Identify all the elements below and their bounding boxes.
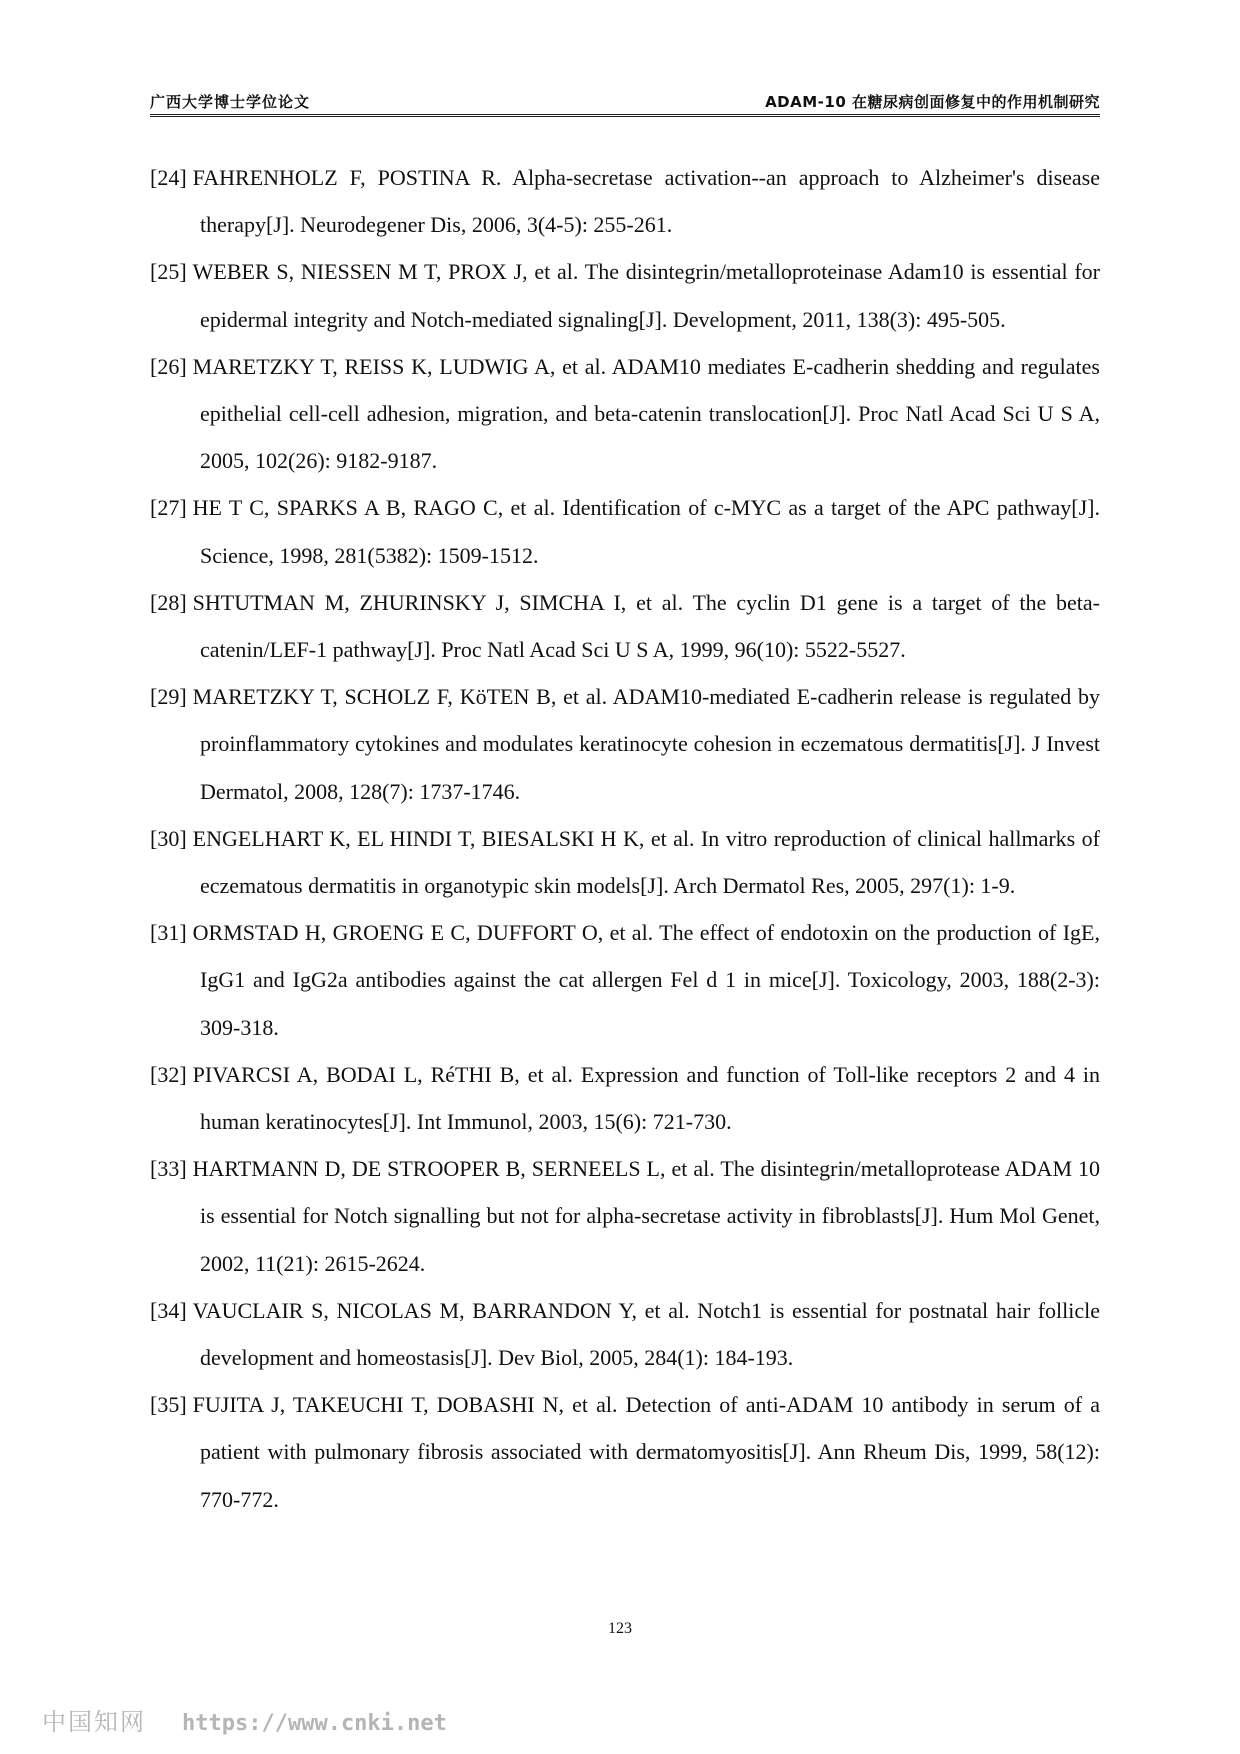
reference-text: MARETZKY T, SCHOLZ F, KöTEN B, et al. ADAM10-mediated E-cadherin release is regulated by proinflammatory cytokines and modulates keratinocyte cohesion in eczematous dermatitis[J]. J Invest Dermatol, 2008, 128(7): 1737-1746. (192, 684, 1100, 804)
reference-number: [29] (150, 684, 187, 710)
reference-number: [25] (150, 259, 187, 285)
reference-text: ENGELHART K, EL HINDI T, BIESALSKI H K, et al. In vitro reproduction of clinical hallmarks of eczematous dermatitis in organotypic skin models[J]. Arch Dermatol Res, 2005, 297(1): 1-9. (192, 825, 1100, 899)
reference-text: PIVARCSI A, BODAI L, RéTHI B, et al. Expression and function of Toll-like receptors 2 and 4 in human keratinocytes[J]. Int Immunol, 2003, 15(6): 721-730. (192, 1061, 1100, 1135)
reference-text: VAUCLAIR S, NICOLAS M, BARRANDON Y, et al. Notch1 is essential for postnatal hair follicle development and homeostasis[J]. Dev Biol, 2005, 284(1): 184-193. (192, 1297, 1100, 1371)
page-number: 123 (608, 1620, 632, 1637)
thesis-title-left: 广西大学博士学位论文 (150, 93, 311, 111)
watermark-brand: 中国知网 (42, 1708, 146, 1736)
reference-number: [35] (150, 1392, 187, 1418)
reference-item (150, 1381, 1100, 1523)
reference-text: FUJITA J, TAKEUCHI T, DOBASHI N, et al. Detection of anti-ADAM 10 antibody in serum of a patient with pulmonary fibrosis associated with dermatomyositis[J]. Ann Rheum Dis, 1999, 58(12): 770-772. (192, 1392, 1100, 1512)
reference-number: [28] (150, 589, 187, 615)
reference-number: [30] (150, 825, 187, 851)
reference-number: [33] (150, 1156, 187, 1182)
reference-text: WEBER S, NIESSEN M T, PROX J, et al. The disintegrin/metalloproteinase Adam10 is essential for epidermal integrity and Notch-mediated signaling[J]. Development, 2011, 138(3): 495-505. (192, 259, 1100, 332)
reference-item (150, 815, 1100, 909)
reference-text: HE T C, SPARKS A B, RAGO C, et al. Identification of c-MYC as a target of the APC pathway[J]. Science, 1998, 281(5382): 1509-1512. (192, 495, 1100, 568)
watermark-url: https://www.cnki.net (182, 1711, 447, 1736)
reference-number: [27] (150, 495, 187, 521)
reference-number: [24] (150, 165, 187, 190)
reference-item (150, 484, 1100, 578)
reference-text: HARTMANN D, DE STROOPER B, SERNEELS L, et al. The disintegrin/metalloprotease ADAM 10 is essential for Notch signalling but not for alpha-secretase activity in fibroblasts[J]. Hum Mol Genet, 2002, 11(21): 2615-2624. (192, 1156, 1100, 1276)
reference-item (150, 248, 1100, 342)
reference-item (150, 343, 1100, 485)
page-header (150, 86, 1100, 117)
reference-item (150, 579, 1100, 673)
reference-item (150, 1287, 1100, 1381)
reference-list (150, 154, 1100, 1523)
reference-number: [31] (150, 920, 187, 946)
reference-text: SHTUTMAN M, ZHURINSKY J, SIMCHA I, et al. The cyclin D1 gene is a target of the beta-catenin/LEF-1 pathway[J]. Proc Natl Acad Sci U S A, 1999, 96(10): 5522-5527. (192, 589, 1100, 663)
reference-number: [32] (150, 1061, 187, 1087)
reference-item (150, 909, 1100, 1051)
cnki-watermark (42, 1702, 447, 1737)
reference-text: ORMSTAD H, GROENG E C, DUFFORT O, et al. The effect of endotoxin on the production of IgE, IgG1 and IgG2a antibodies against the cat allergen Fel d 1 in mice[J]. Toxicology, 2003, 188(2-3): 309-318. (192, 920, 1100, 1040)
reference-item (150, 1145, 1100, 1287)
reference-item (150, 1051, 1100, 1145)
reference-item (150, 154, 1100, 248)
reference-text: FAHRENHOLZ F, POSTINA R. Alpha-secretase activation--an approach to Alzheimer's disease therapy[J]. Neurodegener Dis, 2006, 3(4-5): 255-261. (192, 165, 1100, 238)
reference-number: [34] (150, 1297, 187, 1323)
thesis-title-right: ADAM-10 在糖尿病创面修复中的作用机制研究 (765, 93, 1100, 111)
reference-text: MARETZKY T, REISS K, LUDWIG A, et al. ADAM10 mediates E-cadherin shedding and regulates epithelial cell-cell adhesion, migration, and beta-catenin translocation[J]. Proc Natl Acad Sci U S A, 2005, 102(26): 9182-9187. (192, 353, 1100, 474)
reference-number: [26] (150, 353, 187, 379)
reference-item (150, 673, 1100, 815)
